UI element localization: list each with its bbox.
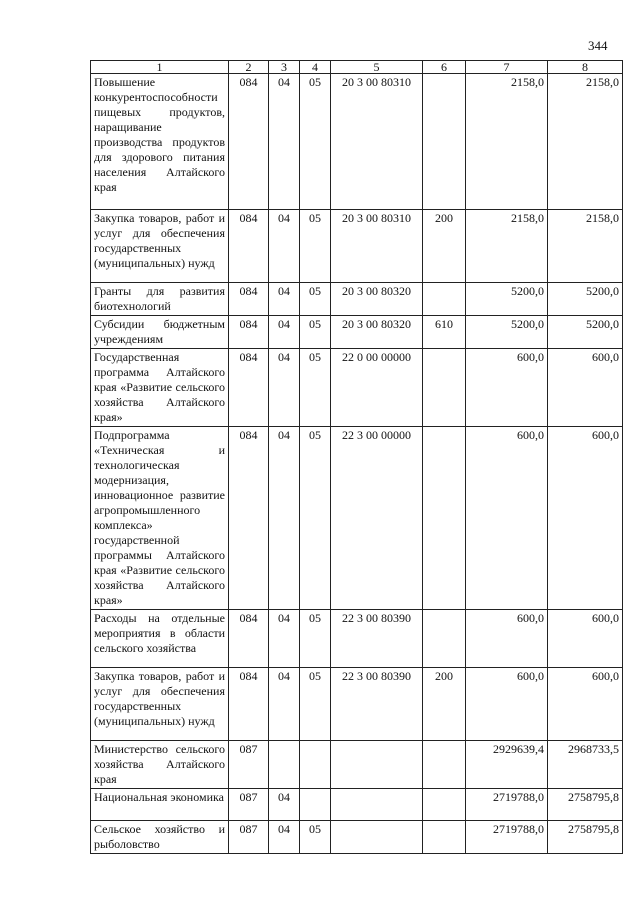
section-cell: 04 (269, 610, 300, 668)
section-cell: 04 (269, 74, 300, 210)
column-header: 4 (300, 61, 331, 74)
subsection-cell: 05 (300, 668, 331, 741)
target-article-cell: 20 3 00 80320 (331, 283, 423, 316)
table-row (91, 789, 623, 821)
row-name-cell: Закупка товаров, работ и услуг для обеспечения государственных (муниципальных) нужд (91, 210, 229, 283)
target-article-cell: 20 3 00 80310 (331, 210, 423, 283)
expense-type-cell (423, 789, 466, 821)
subsection-cell: 05 (300, 427, 331, 610)
amount-col8-cell: 600,0 (548, 668, 623, 741)
column-header: 3 (269, 61, 300, 74)
ministry-code-cell: 084 (229, 210, 269, 283)
expense-type-cell (423, 427, 466, 610)
table-row (91, 349, 623, 427)
table-row (91, 427, 623, 610)
expense-type-cell (423, 821, 466, 854)
row-name-cell: Закупка товаров, работ и услуг для обеспечения государственных (муниципальных) нужд (91, 668, 229, 741)
expense-type-cell (423, 283, 466, 316)
budget-table (90, 60, 623, 854)
subsection-cell: 05 (300, 349, 331, 427)
ministry-code-cell: 084 (229, 610, 269, 668)
table-row (91, 741, 623, 789)
row-name-cell: Субсидии бюджетным учреждениям (91, 316, 229, 349)
ministry-code-cell: 084 (229, 349, 269, 427)
amount-col8-cell: 600,0 (548, 427, 623, 610)
target-article-cell: 22 3 00 00000 (331, 427, 423, 610)
column-header: 6 (423, 61, 466, 74)
section-cell: 04 (269, 427, 300, 610)
expense-type-cell (423, 349, 466, 427)
page-number: 344 (588, 38, 608, 53)
table-row (91, 821, 623, 854)
amount-col7-cell: 2719788,0 (466, 821, 548, 854)
amount-col8-cell: 2158,0 (548, 74, 623, 210)
row-name-cell: Расходы на отдельные мероприятия в области сельского хозяйства (91, 610, 229, 668)
amount-col7-cell: 2719788,0 (466, 789, 548, 821)
target-article-cell (331, 789, 423, 821)
table-row (91, 316, 623, 349)
table-row (91, 74, 623, 210)
target-article-cell: 22 0 00 00000 (331, 349, 423, 427)
column-header: 1 (91, 61, 229, 74)
ministry-code-cell: 084 (229, 74, 269, 210)
ministry-code-cell: 087 (229, 789, 269, 821)
header-row (91, 61, 623, 74)
table-row (91, 210, 623, 283)
subsection-cell: 05 (300, 610, 331, 668)
subsection-cell: 05 (300, 283, 331, 316)
target-article-cell: 22 3 00 80390 (331, 610, 423, 668)
amount-col7-cell: 5200,0 (466, 316, 548, 349)
row-name-cell: Гранты для развития биотехнологий (91, 283, 229, 316)
ministry-code-cell: 084 (229, 668, 269, 741)
row-name-cell: Государственная программа Алтайского края «Развитие сельского хозяйства Алтайского края» (91, 349, 229, 427)
target-article-cell: 20 3 00 80320 (331, 316, 423, 349)
subsection-cell (300, 789, 331, 821)
amount-col8-cell: 2158,0 (548, 210, 623, 283)
ministry-code-cell: 087 (229, 741, 269, 789)
amount-col7-cell: 2158,0 (466, 74, 548, 210)
section-cell: 04 (269, 821, 300, 854)
target-article-cell: 22 3 00 80390 (331, 668, 423, 741)
section-cell: 04 (269, 789, 300, 821)
expense-type-cell: 200 (423, 668, 466, 741)
section-cell: 04 (269, 349, 300, 427)
subsection-cell: 05 (300, 316, 331, 349)
target-article-cell: 20 3 00 80310 (331, 74, 423, 210)
section-cell (269, 741, 300, 789)
expense-type-cell (423, 74, 466, 210)
expense-type-cell: 610 (423, 316, 466, 349)
row-name-cell: Министерство сельского хозяйства Алтайского края (91, 741, 229, 789)
amount-col7-cell: 600,0 (466, 349, 548, 427)
section-cell: 04 (269, 316, 300, 349)
column-header: 2 (229, 61, 269, 74)
section-cell: 04 (269, 283, 300, 316)
subsection-cell (300, 741, 331, 789)
ministry-code-cell: 087 (229, 821, 269, 854)
amount-col8-cell: 2968733,5 (548, 741, 623, 789)
section-cell: 04 (269, 210, 300, 283)
row-name-cell: Подпрограмма «Техническая и технологическая модернизация, инновационное развитие агропромышленного комплекса» государственной программы Алтайского края «Развитие сельского хозяйства Алтайского края» (91, 427, 229, 610)
amount-col8-cell: 5200,0 (548, 283, 623, 316)
amount-col7-cell: 5200,0 (466, 283, 548, 316)
ministry-code-cell: 084 (229, 427, 269, 610)
column-header: 7 (466, 61, 548, 74)
row-name-cell: Национальная экономика (91, 789, 229, 821)
amount-col8-cell: 600,0 (548, 610, 623, 668)
amount-col7-cell: 600,0 (466, 427, 548, 610)
amount-col7-cell: 600,0 (466, 610, 548, 668)
expense-type-cell (423, 741, 466, 789)
amount-col7-cell: 2929639,4 (466, 741, 548, 789)
column-header: 5 (331, 61, 423, 74)
section-cell: 04 (269, 668, 300, 741)
ministry-code-cell: 084 (229, 283, 269, 316)
amount-col8-cell: 2758795,8 (548, 789, 623, 821)
subsection-cell: 05 (300, 210, 331, 283)
amount-col7-cell: 2158,0 (466, 210, 548, 283)
subsection-cell: 05 (300, 74, 331, 210)
amount-col7-cell: 600,0 (466, 668, 548, 741)
target-article-cell (331, 741, 423, 789)
table-row (91, 610, 623, 668)
amount-col8-cell: 600,0 (548, 349, 623, 427)
expense-type-cell (423, 610, 466, 668)
table-row (91, 668, 623, 741)
amount-col8-cell: 5200,0 (548, 316, 623, 349)
target-article-cell (331, 821, 423, 854)
subsection-cell: 05 (300, 821, 331, 854)
table-row (91, 283, 623, 316)
amount-col8-cell: 2758795,8 (548, 821, 623, 854)
row-name-cell: Повышение конкурентоспособности пищевых продуктов, наращивание производства продуктов для здорового питания населения Алтайского края (91, 74, 229, 210)
row-name-cell: Сельское хозяйство и рыболовство (91, 821, 229, 854)
column-header: 8 (548, 61, 623, 74)
expense-type-cell: 200 (423, 210, 466, 283)
ministry-code-cell: 084 (229, 316, 269, 349)
